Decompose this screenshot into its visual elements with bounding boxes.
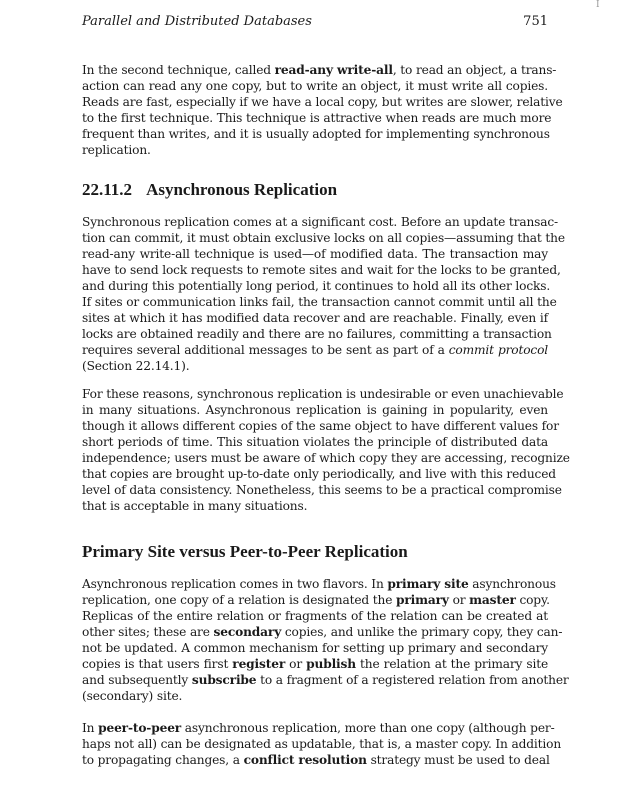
text-line: and subsequently subscribe to a fragment of a registered relation from another	[82, 673, 569, 687]
text-line: and during this potentially long period, it continues to hold all its other locks.	[82, 279, 551, 293]
text-line: tion can commit, it must obtain exclusive locks on all copies—assuming that the	[82, 231, 565, 245]
term-primary: primary	[396, 593, 449, 607]
corner-mark: I	[596, 0, 600, 10]
text-line: For these reasons, synchronous replication is undesirable or even unachievable	[82, 387, 564, 401]
paragraph-read-any-write-all	[82, 62, 563, 158]
text-line: action can read any one copy, but to write an object, it must write all copies.	[82, 79, 548, 93]
text-line: sites at which it has modified data recover and are reachable. Finally, even if	[82, 311, 548, 325]
paragraph-primary-site	[82, 576, 569, 704]
text-line: to propagating changes, a conflict resolution strategy must be used to deal	[82, 753, 550, 767]
term-master: master	[469, 593, 516, 607]
text-line: that is acceptable in many situations.	[82, 499, 308, 513]
term-primary-site: primary site	[387, 577, 469, 591]
term-commit-protocol: commit protocol	[448, 343, 549, 357]
section-heading	[82, 180, 548, 200]
text-line: that copies are brought up-to-date only periodically, and live with this reduced	[82, 467, 556, 481]
text-line: to the first technique. This technique is attractive when reads are much more	[82, 111, 552, 125]
text-line: short periods of time. This situation violates the principle of distributed data	[82, 435, 548, 449]
text-line: locks are obtained readily and there are no failures, committing a transaction	[82, 327, 552, 341]
text-line: replication.	[82, 143, 151, 157]
section-title: Asynchronous Replication	[146, 180, 338, 199]
term-publish: publish	[306, 657, 356, 671]
text-line: not be updated. A common mechanism for setting up primary and secondary	[82, 641, 548, 655]
text-line: Asynchronous replication comes in two flavors. In primary site asynchronous	[82, 577, 556, 591]
text-line: Reads are fast, especially if we have a local copy, but writes are slower, relative	[82, 95, 563, 109]
text-line: though it allows different copies of the same object to have different values for	[82, 419, 559, 433]
term-secondary: secondary	[213, 625, 282, 639]
text-line: In peer-to-peer asynchronous replication, more than one copy (although per-	[82, 721, 555, 735]
running-title: Parallel and Distributed Databases	[82, 14, 312, 29]
page-number: 751	[523, 14, 548, 29]
text-line: replication, one copy of a relation is designated the primary or master copy.	[82, 593, 550, 607]
subsection-heading: Primary Site versus Peer-to-Peer Replication	[82, 542, 408, 561]
section-number: 22.11.2	[82, 180, 133, 199]
text-line: If sites or communication links fail, the transaction cannot commit until all the	[82, 295, 557, 309]
text-line: read-any write-all technique is used—of modified data. The transaction may	[82, 247, 548, 261]
term-conflict-resolution: conflict resolution	[243, 753, 367, 767]
text-line: other sites; these are secondary copies, and unlike the primary copy, they can-	[82, 625, 563, 639]
text-line: have to send lock requests to remote sites and wait for the locks to be granted,	[82, 263, 561, 277]
paragraph-asynchronous-reasons	[82, 386, 570, 514]
text-line: level of data consistency. Nonetheless, this seems to be a practical compromise	[82, 483, 562, 497]
paragraph-peer-to-peer	[82, 720, 562, 768]
term-peer-to-peer: peer-to-peer	[98, 721, 182, 735]
text-line: independence; users must be aware of which copy they are accessing, recognize	[82, 451, 570, 465]
text-line: Synchronous replication comes at a significant cost. Before an update transac-	[82, 215, 559, 229]
paragraph-synchronous-cost	[82, 214, 565, 374]
text-line: In the second technique, called read-any write-all, to read an object, a trans-	[82, 63, 557, 77]
text-line: (secondary) site.	[82, 689, 183, 703]
text-line: copies is that users first register or publish the relation at the primary site	[82, 657, 549, 671]
text-line: frequent than writes, and it is usually adopted for implementing synchronous	[82, 127, 550, 141]
text-line: in many situations. Asynchronous replication is gaining in popularity, even	[82, 403, 548, 417]
text-line: requires several additional messages to be sent as part of a commit protocol	[82, 343, 549, 357]
text-line: (Section 22.14.1).	[82, 359, 190, 373]
text-line: Replicas of the entire relation or fragments of the relation can be created at	[82, 609, 548, 623]
text-line: haps not all) can be designated as updatable, that is, a master copy. In addition	[82, 737, 562, 751]
term-subscribe: subscribe	[191, 673, 257, 687]
running-header	[82, 14, 548, 34]
term-register: register	[232, 657, 286, 671]
term-read-any-write-all: read-any write-all	[274, 63, 393, 77]
